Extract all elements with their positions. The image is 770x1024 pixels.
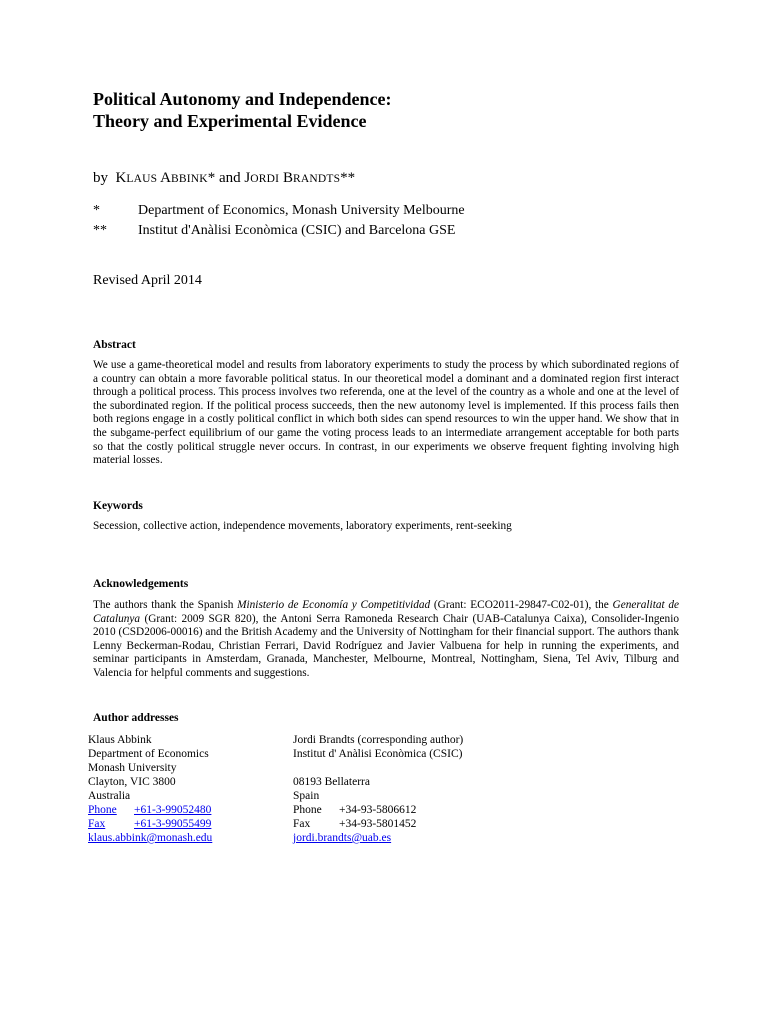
addr-city: Clayton, VIC 3800 <box>88 776 176 788</box>
acknowledgements-heading: Acknowledgements <box>93 578 189 590</box>
author-byline <box>93 168 355 189</box>
addr-fax[interactable]: Fax +61-3-99055499 <box>88 818 212 830</box>
affiliation-2: ** Institut d'Anàlisi Econòmica (CSIC) and Barcelona GSE <box>93 223 456 238</box>
addr-phone: Phone +34-93-5806612 <box>293 804 417 816</box>
ministry-name: Ministerio de Economía y Competitividad <box>237 599 431 611</box>
addr-email-link[interactable]: klaus.abbink@monash.edu <box>88 832 213 844</box>
title-line-2: Theory and Experimental Evidence <box>93 111 367 131</box>
keywords-text: Secession, collective action, independence movements, laboratory experiments, rent-seeking <box>93 520 512 532</box>
affiliations <box>93 201 693 241</box>
addr-univ: Monash University <box>88 762 177 774</box>
generalitat-name: Generalitat de Catalunya <box>93 599 679 625</box>
affiliation-1: * Department of Economics, Monash University Melbourne <box>93 203 465 218</box>
addr-name: Klaus Abbink <box>88 734 152 746</box>
address-brandts <box>293 733 463 845</box>
author-2: JORDI BRANDTS** <box>244 170 356 186</box>
addr-country: Australia <box>88 790 131 802</box>
abstract-text: We use a game-theoretical model and results from laboratory experiments to study the process by which subordinated regions of a country can obtain a more favorable political status. In our theoretical model a dominant and a dominated region first interact through a political process. This process involves two referenda, one at the level of the country as a whole and one at the level of the subordinated region. If the political process succeeds, then the new autonomy level is implemented. If this process fails then both regions engage in a costly political conflict in which both sides can spend resources to win the upper hand. We show that in the subgame-perfect equilibrium of our game the voting process leads to an intermediate arrangement acceptable for both parts so that the costly political struggle never occurs. In contrast, in our experiments we observe frequent fighting involving high material losses. <box>93 359 679 467</box>
addresses-heading: Author addresses <box>93 712 179 724</box>
addr-name: Jordi Brandts (corresponding author) <box>293 734 464 746</box>
abstract-heading: Abstract <box>93 339 136 351</box>
addr-dept: Department of Economics <box>88 748 209 760</box>
paper-title <box>93 88 392 132</box>
addr-fax: Fax +34-93-5801452 <box>293 818 417 830</box>
addr-phone[interactable]: Phone +61-3-99052480 <box>88 804 212 816</box>
byline-and: and <box>219 170 241 186</box>
addr-city: 08193 Bellaterra <box>293 776 370 788</box>
byline-by: by <box>93 170 108 186</box>
title-line-1: Political Autonomy and Independence: <box>93 89 392 109</box>
addr-country: Spain <box>293 790 320 802</box>
revision-date: Revised April 2014 <box>93 273 202 288</box>
addr-email-link[interactable]: jordi.brandts@uab.es <box>293 832 392 844</box>
addr-inst: Institut d' Anàlisi Econòmica (CSIC) <box>293 748 463 760</box>
address-abbink <box>88 733 212 845</box>
acknowledgements-text: The authors thank the Spanish Ministerio de Economía y Competitividad (Grant: ECO2011-29847-C02-01), the Generalitat de Catalunya (Grant: 2009 SGR 820), the Antoni Serra Ramoneda Research Chair (UAB-Catalunya Caixa), Consolider-Ingenio 2010 (CSD2006-00016) and the British Academy and the University of Nottingham for their financial support. The authors thank Lenny Beckerman-Rodau, Christian Ferrari, David Rodríguez and Javier Valbuena for help in running the experiments, and seminar participants in Amsterdam, Granada, Manchester, Melbourne, Montreal, Nottingham, Siena, Tel Aviv, Tilburg and Valencia for helpful comments and suggestions. <box>93 599 679 679</box>
keywords-heading: Keywords <box>93 500 143 512</box>
author-1: KLAUS ABBINK* <box>115 170 216 186</box>
